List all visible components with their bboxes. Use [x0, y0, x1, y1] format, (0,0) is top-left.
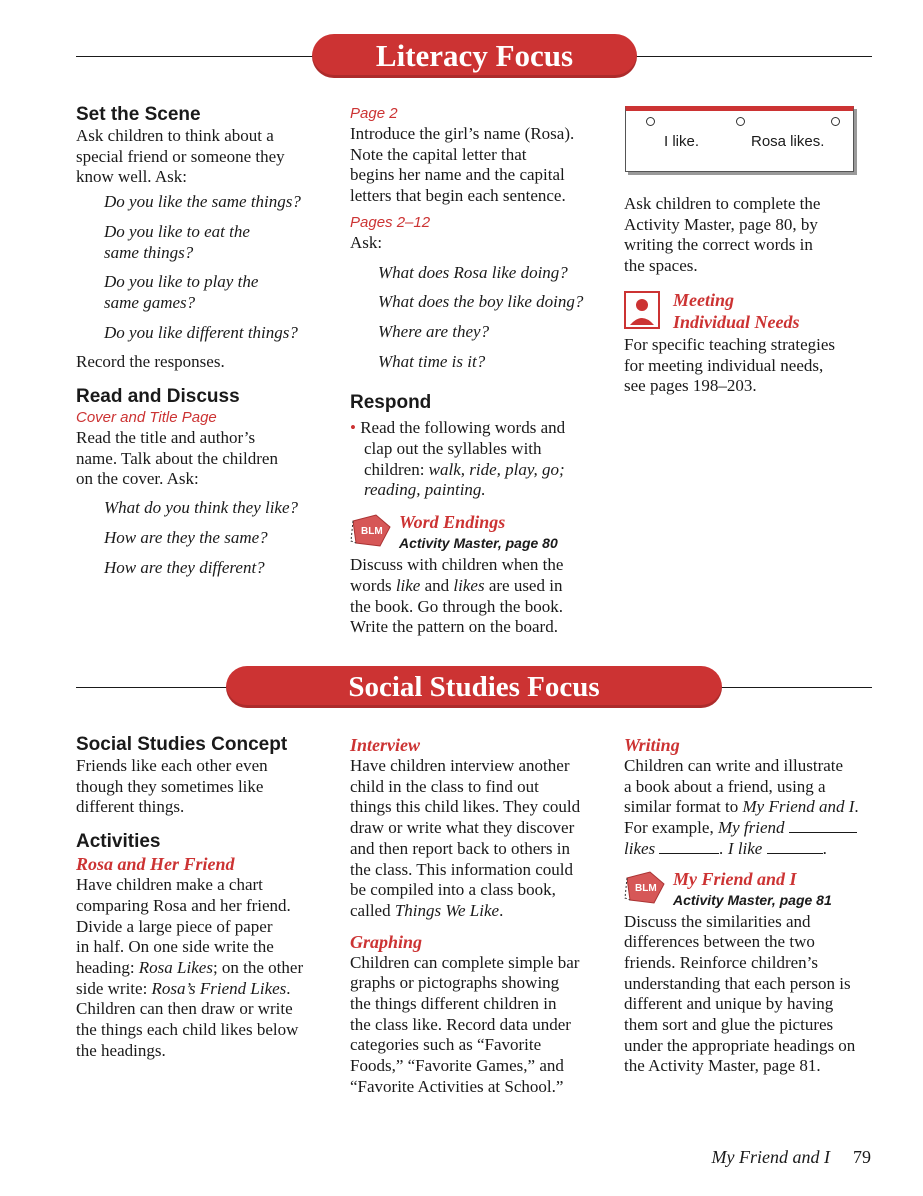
cover-title-subheading: Cover and Title Page: [76, 409, 217, 427]
literacy-column-3: [624, 194, 874, 397]
read-discuss-text: Read the title and author’s: [76, 428, 256, 448]
page2-text: begins her name and the capital: [350, 165, 565, 185]
blank-line: [659, 841, 719, 854]
read-discuss-text: name. Talk about the children: [76, 448, 278, 468]
rosa-friend-subheading: Rosa and Her Friend: [76, 854, 235, 875]
text-run: heading:: [76, 957, 139, 977]
read-discuss-text: on the cover. Ask:: [76, 469, 199, 489]
text-run: .: [854, 797, 859, 817]
respond-text: clap out the syllables with: [364, 439, 542, 459]
interview-text: the class. This information could: [350, 859, 574, 879]
meeting-needs-header: [624, 289, 874, 335]
text-run: .: [499, 900, 504, 920]
text-run: called: [350, 900, 395, 920]
text-run: My friend: [717, 818, 785, 838]
activity-master-text: Ask children to complete the: [624, 194, 821, 213]
question: Where are they?: [378, 321, 490, 341]
hole-icon: [646, 117, 655, 126]
pages-2-12-ask: Ask:: [350, 232, 383, 252]
blm-label: BLM: [361, 526, 383, 538]
text-run: side write:: [76, 978, 152, 998]
interview-text: things this child likes. They could: [350, 797, 581, 817]
social-studies-title: Social Studies Focus: [348, 671, 600, 703]
graphing-text: the class like. Record data under: [350, 1014, 571, 1034]
graphing-text: categories such as “Favorite: [350, 1035, 542, 1055]
hole-icon: [831, 117, 840, 126]
concept-heading: Social Studies Concept: [76, 734, 288, 755]
pages-2-12-subheading: Pages 2–12: [350, 213, 431, 231]
social-column-3: [624, 734, 884, 1077]
writing-text: [624, 797, 884, 818]
interview-text: child in the class to find out: [350, 776, 539, 796]
question: What does Rosa like doing?: [378, 262, 568, 282]
set-scene-after: Record the responses.: [76, 352, 225, 372]
text-run: .: [822, 838, 827, 858]
my-friend-text: them sort and glue the pictures: [624, 1015, 834, 1035]
text-run: .: [286, 978, 291, 998]
page-number: 79: [853, 1147, 871, 1167]
question: How are they the same?: [104, 527, 268, 547]
my-friend-text: Discuss the similarities and: [624, 911, 811, 931]
word-endings-text: Discuss with children when the: [350, 555, 564, 575]
writing-text: a book about a friend, using a: [624, 776, 826, 796]
activities-heading: Activities: [76, 831, 161, 853]
activities-text: [76, 958, 336, 979]
blank-line: [767, 841, 823, 854]
respond-bullet-cont: [350, 439, 605, 460]
blm-icon: [624, 870, 666, 906]
activity-master-text: the spaces.: [624, 256, 698, 276]
interview-text: Have children interview another: [350, 756, 570, 775]
text-run: are used in: [484, 575, 563, 595]
set-scene-text: Ask children to think about a: [76, 126, 274, 145]
writing-text: [624, 818, 884, 839]
interview-text: be compiled into a class book,: [350, 880, 556, 900]
card-word-1: I like.: [664, 133, 700, 150]
set-scene-text: know well. Ask:: [76, 167, 187, 187]
literacy-focus-banner: [312, 34, 637, 78]
concept-text: Friends like each other even: [76, 756, 268, 775]
text-run: likes: [453, 575, 485, 595]
activities-text: in half. On one side write the: [76, 937, 274, 957]
person-icon: [624, 291, 660, 329]
text-run: . I like: [719, 838, 763, 858]
literacy-column-2: [350, 104, 605, 638]
activity-master-text: writing the correct words in: [624, 235, 813, 255]
my-friend-text: differences between the two: [624, 932, 815, 952]
text-run: words: [350, 575, 396, 595]
social-studies-banner: [226, 666, 722, 708]
page2-text: Introduce the girl’s name (Rosa).: [350, 124, 575, 143]
question: Do you like different things?: [104, 322, 298, 342]
text-run: likes: [624, 838, 656, 858]
activities-text: Divide a large piece of paper: [76, 916, 273, 936]
writing-text: [624, 839, 884, 860]
activities-text: the things each child likes below: [76, 1020, 299, 1040]
page-2-subheading: Page 2: [350, 105, 398, 122]
text-run: Rosa Likes: [138, 957, 213, 977]
activity-master-81: Activity Master, page 81: [673, 891, 832, 908]
graphing-text: Children can complete simple bar: [350, 952, 580, 972]
my-friend-text: different and unique by having: [624, 994, 834, 1014]
blm-icon: [350, 513, 392, 549]
blank-line: [789, 820, 857, 833]
question: same things?: [104, 242, 194, 262]
my-friend-text: friends. Reinforce children’s: [624, 952, 819, 972]
word-endings-text: the book. Go through the book.: [350, 596, 563, 616]
activities-text: Have children make a chart: [76, 875, 263, 895]
social-rule-left: [76, 687, 232, 688]
text-run: My Friend and I: [742, 797, 855, 817]
my-friend-title: My Friend and I: [673, 868, 797, 889]
footer-book-title: My Friend and I: [711, 1147, 830, 1167]
individual-needs-title: Individual Needs: [673, 311, 800, 332]
graphing-text: graphs or pictographs showing: [350, 973, 560, 993]
activities-text: the headings.: [76, 1040, 166, 1060]
page2-text: letters that begin each sentence.: [350, 186, 566, 206]
word-endings-title: Word Endings: [399, 512, 506, 533]
page2-text: Note the capital letter that: [350, 144, 527, 164]
text-run: similar format to: [624, 797, 743, 817]
social-rule-right: [718, 687, 872, 688]
social-column-2: [350, 734, 610, 1098]
meeting-text: For specific teaching strategies: [624, 334, 836, 354]
hole-icon: [736, 117, 745, 126]
my-friend-header: [624, 870, 884, 912]
read-and-discuss-heading: Read and Discuss: [76, 386, 240, 408]
activity-master-text: Activity Master, page 80, by: [624, 214, 818, 234]
page-footer: [712, 1147, 871, 1168]
question: Do you like the same things?: [104, 192, 301, 212]
concept-text: different things.: [76, 797, 185, 817]
activities-text: [76, 979, 336, 1000]
graphing-subheading: Graphing: [350, 931, 423, 952]
activities-text: Children can then draw or write: [76, 999, 293, 1019]
graphing-text: “Favorite Activities at School.”: [350, 1076, 564, 1096]
meeting-text: see pages 198–203.: [624, 376, 757, 396]
interview-text: [350, 901, 610, 922]
my-friend-text: understanding that each person is: [624, 973, 851, 993]
writing-subheading: Writing: [624, 735, 680, 755]
text-run: and: [420, 575, 454, 595]
interview-subheading: Interview: [350, 735, 420, 755]
literacy-column-1: [76, 104, 326, 578]
question: What time is it?: [378, 351, 486, 371]
text-run: like: [395, 575, 421, 595]
text-run: Things We Like: [394, 900, 500, 920]
concept-text: though they sometimes like: [76, 776, 264, 796]
interview-text: and then report back to others in: [350, 838, 570, 858]
set-scene-text: special friend or someone they: [76, 146, 285, 166]
question: How are they different?: [104, 557, 265, 577]
respond-bullet-cont: [350, 480, 605, 501]
respond-bullet: [350, 418, 605, 439]
question: What does the boy like doing?: [378, 292, 584, 312]
blm-label: BLM: [635, 882, 657, 894]
bullet-dot: •: [350, 418, 356, 438]
text-run: For example,: [624, 818, 718, 838]
set-the-scene-heading: Set the Scene: [76, 104, 201, 125]
literacy-rule-left: [76, 56, 316, 57]
respond-bullet-cont: [350, 460, 605, 481]
question: Do you like to eat the: [104, 221, 250, 241]
literacy-rule-right: [636, 56, 872, 57]
respond-heading: Respond: [350, 392, 432, 414]
literacy-focus-title: Literacy Focus: [375, 38, 574, 73]
respond-text: Read the following words and: [360, 418, 566, 438]
graphing-text: Foods,” “Favorite Games,” and: [350, 1056, 564, 1076]
question: Do you like to play the: [104, 272, 259, 292]
word-endings-header: [350, 511, 605, 555]
respond-words: reading, painting.: [364, 480, 486, 500]
my-friend-text: the Activity Master, page 81.: [624, 1056, 821, 1076]
respond-words: walk, ride, play, go;: [428, 459, 565, 479]
graphing-text: the things different children in: [350, 994, 557, 1014]
my-friend-text: under the appropriate headings on: [624, 1035, 856, 1055]
interview-text: draw or write what they discover: [350, 818, 575, 838]
text-run: Rosa’s Friend Likes: [151, 978, 287, 998]
sentence-strip-card: [625, 106, 854, 172]
card-word-2: Rosa likes.: [751, 133, 825, 150]
word-endings-text: Write the pattern on the board.: [350, 617, 558, 637]
meeting-title: Meeting: [673, 289, 734, 310]
meeting-text: for meeting individual needs,: [624, 355, 824, 375]
activities-text: comparing Rosa and her friend.: [76, 895, 291, 915]
respond-text: children:: [364, 459, 429, 479]
social-column-1: [76, 734, 336, 1061]
text-run: ; on the other: [212, 957, 304, 977]
question: same games?: [104, 292, 196, 312]
writing-text: Children can write and illustrate: [624, 756, 844, 775]
word-endings-text: [350, 576, 605, 597]
activity-master-80: Activity Master, page 80: [399, 535, 558, 552]
question: What do you think they like?: [104, 498, 299, 518]
